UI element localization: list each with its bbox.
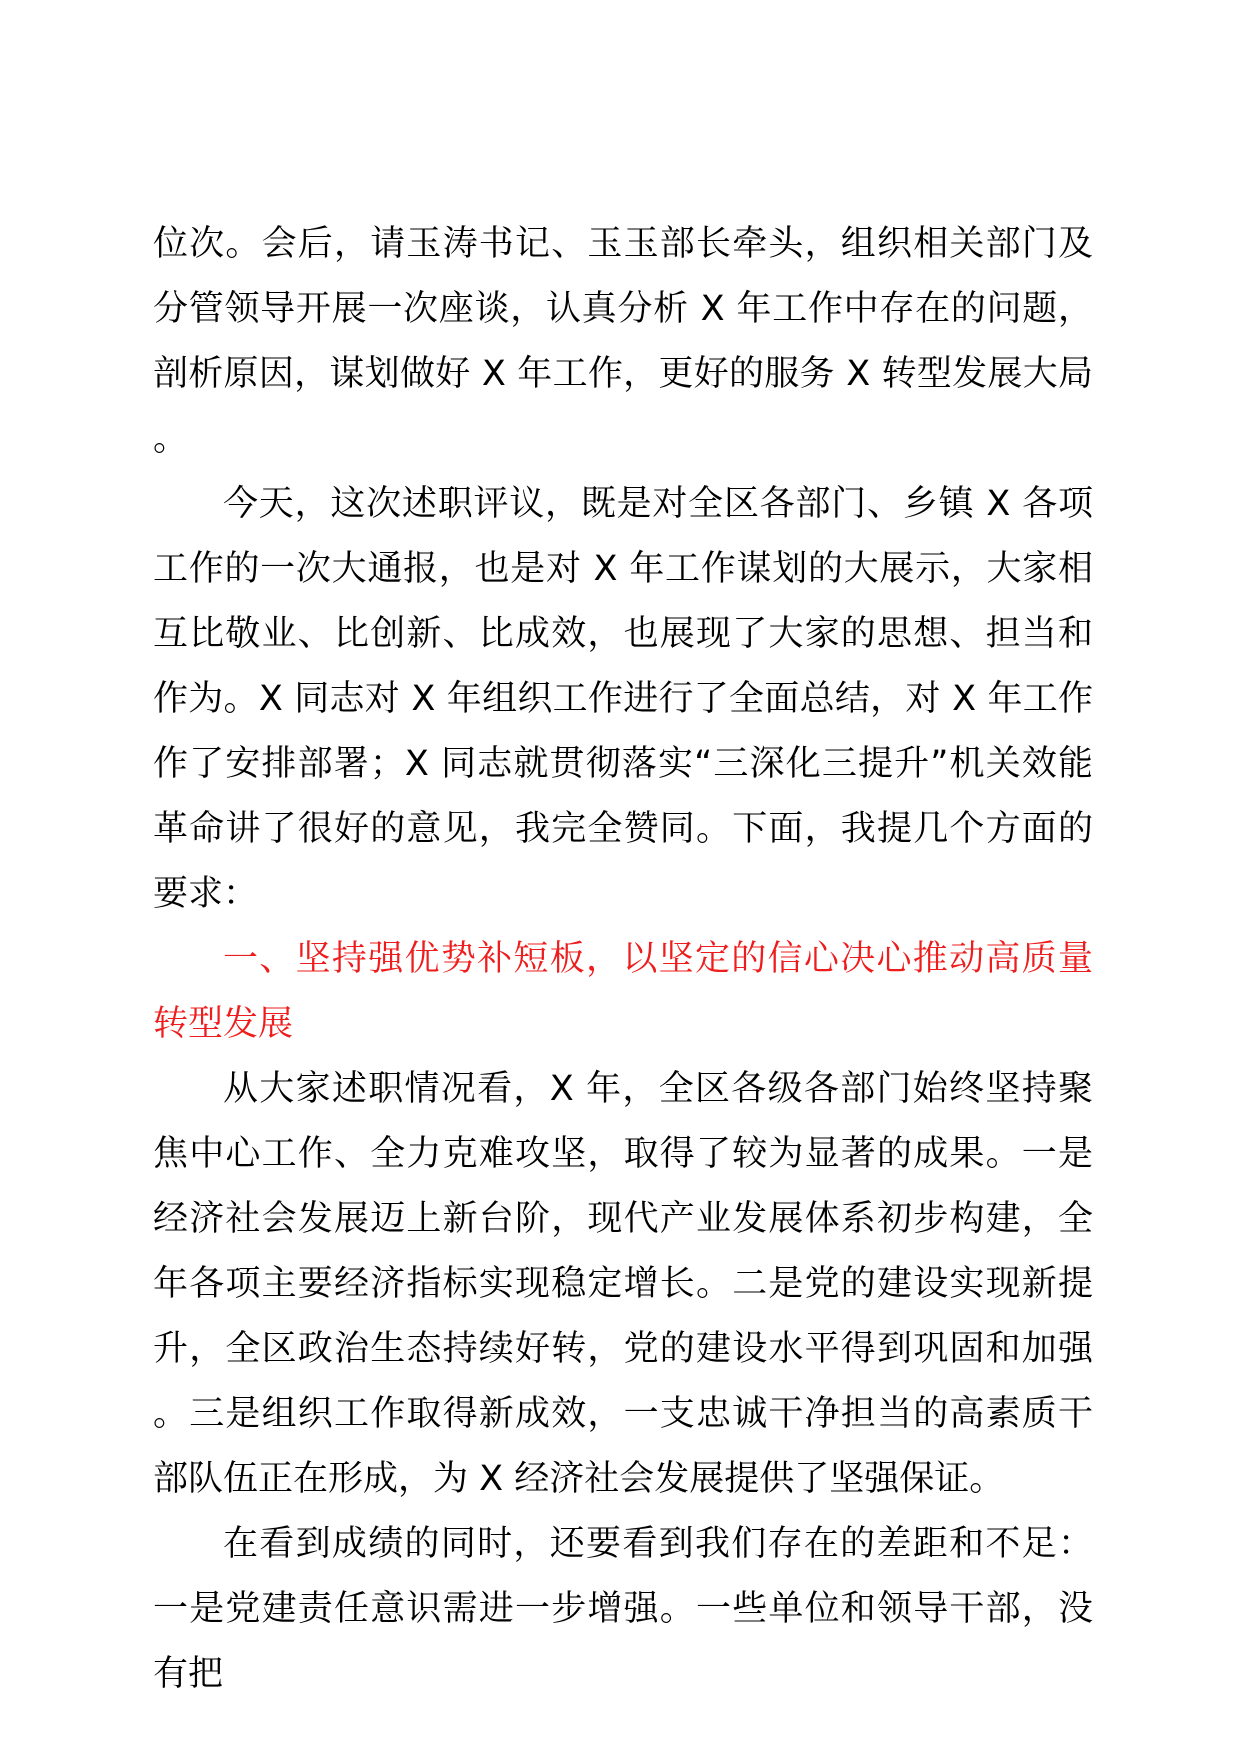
body-paragraph: 从大家述职情况看，X 年，全区各级各部门始终坚持聚焦中心工作、全力克难攻坚，取得了较为显著的成果。一是经济社会发展迈上新台阶，现代产业发展体系初步构建，全年各项主要经济指标实现稳定增长。二是党的建设实现新提升，全区政治生态持续好转，党的建设水平得到巩固和加强。三是组织工作取得新成效，一支忠诚干净担当的高素质干部队伍正在形成，为 X 经济社会发展提供了坚强保证。 [153,1069,1093,1499]
body-paragraph: 在看到成绩的同时，还要看到我们存在的差距和不足：一是党建责任意识需进一步增强。一些单位和领导干部，没有把 [153,1524,1093,1694]
document-body [153,212,1093,1707]
section-heading: 一、坚持强优势补短板，以坚定的信心决心推动高质量转型发展 [153,939,1093,1044]
body-paragraph: 位次。会后，请玉涛书记、玉玉部长牵头，组织相关部门及分管领导开展一次座谈，认真分析 X 年工作中存在的问题，剖析原因，谋划做好 X 年工作，更好的服务 X 转型发展大局。 [153,224,1093,459]
body-paragraph: 今天，这次述职评议，既是对全区各部门、乡镇 X 各项工作的一次大通报，也是对 X 年工作谋划的大展示，大家相互比敬业、比创新、比成效，也展现了大家的思想、担当和作为。X 同志对 X 年组织工作进行了全面总结，对 X 年工作作了安排部署；X 同志就贯彻落实“三深化三提升”机关效能革命讲了很好的意见，我完全赞同。下面，我提几个方面的要求： [153,484,1093,914]
